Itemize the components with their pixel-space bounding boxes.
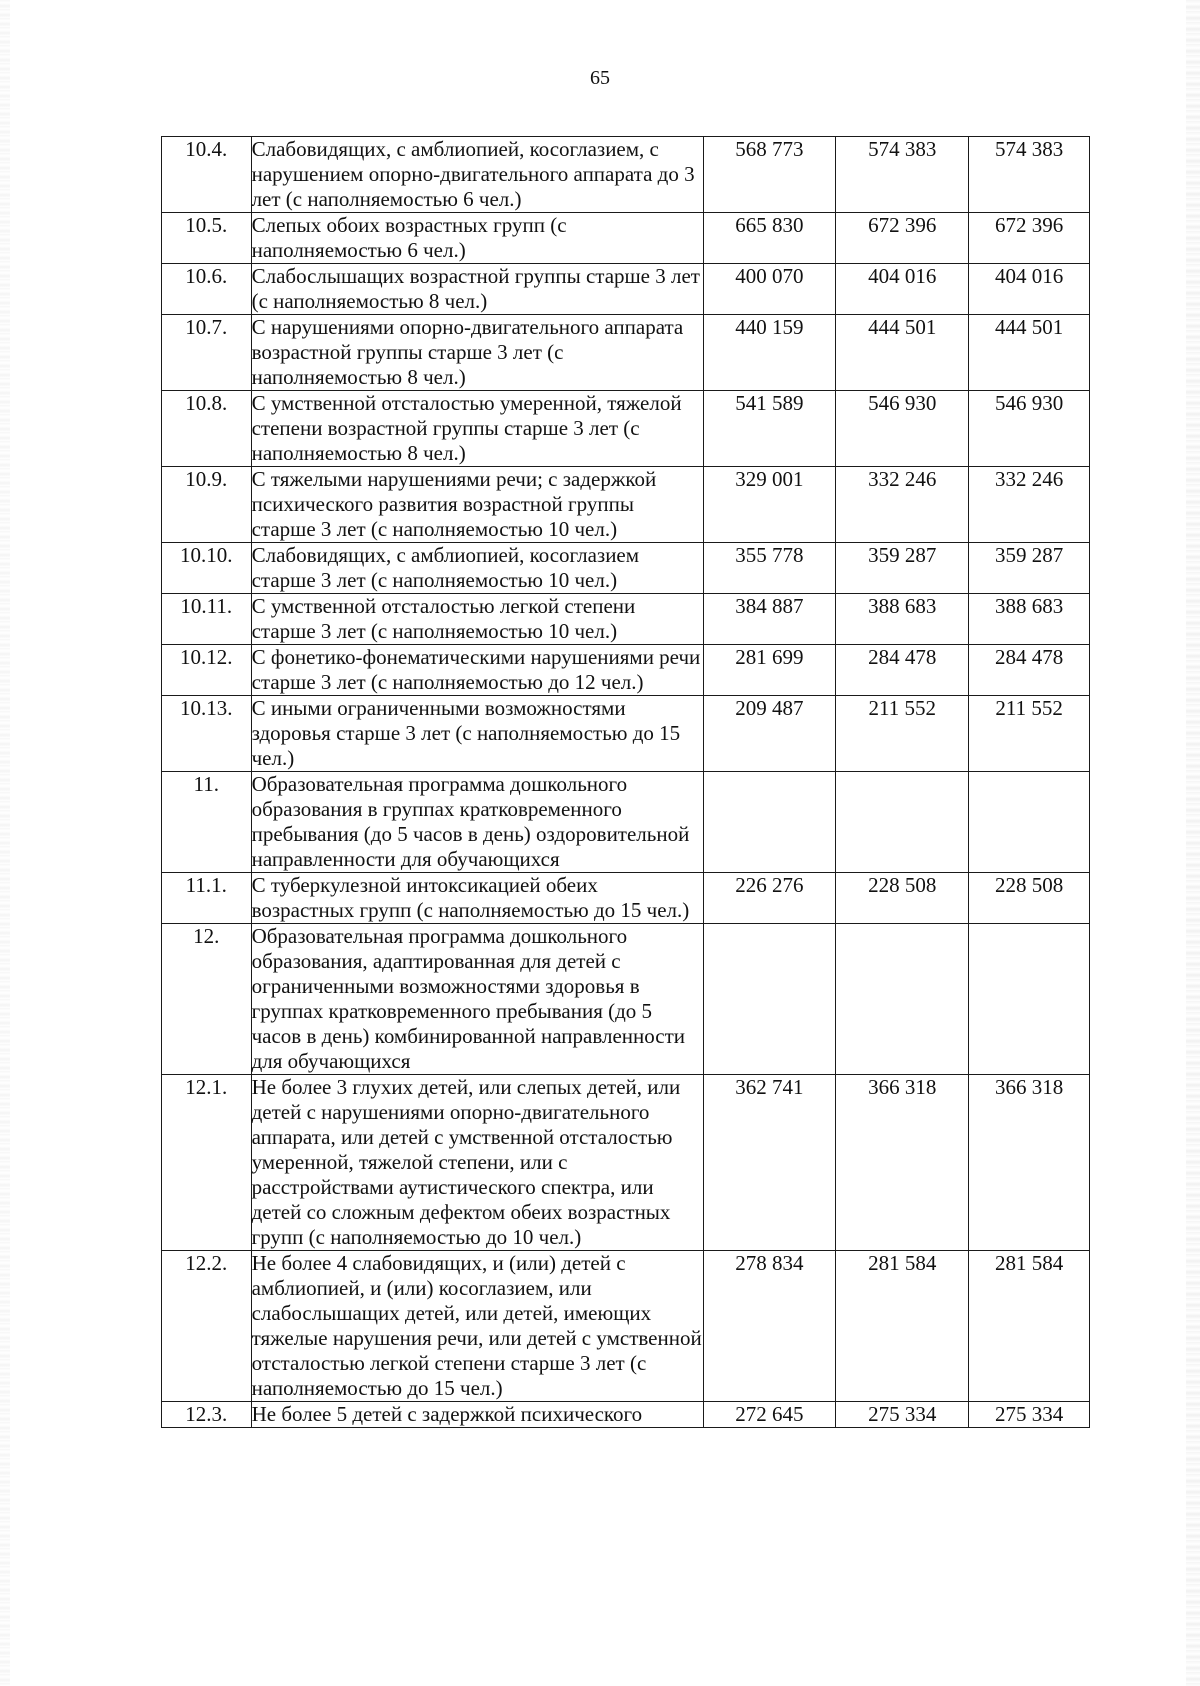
row-description: С фонетико-фонематическими нарушениями речи старше 3 лет (с наполняемостью до 12 чел.) xyxy=(251,645,703,696)
row-value-2: 444 501 xyxy=(836,315,969,391)
row-value-2: 281 584 xyxy=(836,1251,969,1402)
row-value-3: 366 318 xyxy=(969,1075,1090,1251)
row-value-1: 541 589 xyxy=(703,391,836,467)
row-description: Не более 5 детей с задержкой психического xyxy=(251,1402,703,1428)
tariff-table xyxy=(161,136,1090,1428)
row-value-3 xyxy=(969,772,1090,873)
row-value-2: 546 930 xyxy=(836,391,969,467)
table-row xyxy=(162,137,1090,213)
row-value-3: 281 584 xyxy=(969,1251,1090,1402)
row-number: 10.12. xyxy=(162,645,252,696)
row-value-1 xyxy=(703,924,836,1075)
row-value-3: 275 334 xyxy=(969,1402,1090,1428)
row-number: 10.7. xyxy=(162,315,252,391)
row-description: С умственной отсталостью умеренной, тяжелой степени возрастной группы старше 3 лет (с наполняемостью 8 чел.) xyxy=(251,391,703,467)
row-number: 10.11. xyxy=(162,594,252,645)
row-value-2: 228 508 xyxy=(836,873,969,924)
row-value-2: 404 016 xyxy=(836,264,969,315)
table-row xyxy=(162,391,1090,467)
row-value-2: 284 478 xyxy=(836,645,969,696)
row-value-2: 366 318 xyxy=(836,1075,969,1251)
table-row xyxy=(162,1251,1090,1402)
table-row xyxy=(162,467,1090,543)
row-description: Слабослышащих возрастной группы старше 3 лет (с наполняемостью 8 чел.) xyxy=(251,264,703,315)
row-value-3: 359 287 xyxy=(969,543,1090,594)
row-number: 10.6. xyxy=(162,264,252,315)
row-value-1: 665 830 xyxy=(703,213,836,264)
row-number: 11. xyxy=(162,772,252,873)
row-description: С туберкулезной интоксикацией обеих возрастных групп (с наполняемостью до 15 чел.) xyxy=(251,873,703,924)
row-value-1: 568 773 xyxy=(703,137,836,213)
row-number: 12. xyxy=(162,924,252,1075)
row-number: 11.1. xyxy=(162,873,252,924)
row-description: Слабовидящих, с амблиопией, косоглазием, с нарушением опорно-двигательного аппарата до 3 лет (с наполняемостью 6 чел.) xyxy=(251,137,703,213)
row-value-3 xyxy=(969,924,1090,1075)
row-value-3: 574 383 xyxy=(969,137,1090,213)
row-value-2: 332 246 xyxy=(836,467,969,543)
table-row xyxy=(162,213,1090,264)
row-value-1: 400 070 xyxy=(703,264,836,315)
row-number: 10.10. xyxy=(162,543,252,594)
row-value-1: 226 276 xyxy=(703,873,836,924)
row-value-2: 359 287 xyxy=(836,543,969,594)
scan-edge-left xyxy=(0,0,10,1686)
row-description: Слабовидящих, с амблиопией, косоглазием старше 3 лет (с наполняемостью 10 чел.) xyxy=(251,543,703,594)
row-value-3: 284 478 xyxy=(969,645,1090,696)
table-row xyxy=(162,1402,1090,1428)
row-description: Образовательная программа дошкольного образования в группах кратковременного пребывания (до 5 часов в день) оздоровительной направленности для обучающихся xyxy=(251,772,703,873)
table-row xyxy=(162,696,1090,772)
page-number: 65 xyxy=(590,67,610,89)
row-value-3: 332 246 xyxy=(969,467,1090,543)
row-description: Образовательная программа дошкольного образования, адаптированная для детей с ограниченными возможностями здоровья в группах кратковременного пребывания (до 5 часов в день) комбинированной направленности для обучающихся xyxy=(251,924,703,1075)
row-value-3: 388 683 xyxy=(969,594,1090,645)
table-row-section xyxy=(162,772,1090,873)
row-number: 10.8. xyxy=(162,391,252,467)
row-value-2 xyxy=(836,924,969,1075)
row-value-1: 355 778 xyxy=(703,543,836,594)
row-number: 10.5. xyxy=(162,213,252,264)
row-value-3: 444 501 xyxy=(969,315,1090,391)
row-value-1: 281 699 xyxy=(703,645,836,696)
table-row xyxy=(162,264,1090,315)
row-value-2 xyxy=(836,772,969,873)
row-description: С нарушениями опорно-двигательного аппарата возрастной группы старше 3 лет (с наполняемостью 8 чел.) xyxy=(251,315,703,391)
row-value-1: 440 159 xyxy=(703,315,836,391)
row-description: С иными ограниченными возможностями здоровья старше 3 лет (с наполняемостью до 15 чел.) xyxy=(251,696,703,772)
table-row xyxy=(162,645,1090,696)
row-number: 10.13. xyxy=(162,696,252,772)
row-number: 10.9. xyxy=(162,467,252,543)
table-row xyxy=(162,315,1090,391)
row-value-1: 329 001 xyxy=(703,467,836,543)
table-row xyxy=(162,873,1090,924)
row-value-3: 228 508 xyxy=(969,873,1090,924)
row-value-2: 275 334 xyxy=(836,1402,969,1428)
row-value-1: 362 741 xyxy=(703,1075,836,1251)
scan-edge-right xyxy=(1186,0,1200,1686)
row-value-2: 574 383 xyxy=(836,137,969,213)
row-value-2: 672 396 xyxy=(836,213,969,264)
row-description: С тяжелыми нарушениями речи; с задержкой психического развития возрастной группы старше 3 лет (с наполняемостью 10 чел.) xyxy=(251,467,703,543)
row-value-1: 278 834 xyxy=(703,1251,836,1402)
tariff-table-body xyxy=(162,137,1090,1428)
row-number: 10.4. xyxy=(162,137,252,213)
row-value-1: 272 645 xyxy=(703,1402,836,1428)
row-number: 12.3. xyxy=(162,1402,252,1428)
row-value-2: 211 552 xyxy=(836,696,969,772)
row-value-3: 211 552 xyxy=(969,696,1090,772)
table-row xyxy=(162,1075,1090,1251)
row-number: 12.1. xyxy=(162,1075,252,1251)
row-description: Не более 3 глухих детей, или слепых детей, или детей с нарушениями опорно-двигательного аппарата, или детей с умственной отсталостью умеренной, тяжелой степени, или с расстройствами аутистического спектра, или детей со сложным дефектом обеих возрастных групп (с наполняемостью до 10 чел.) xyxy=(251,1075,703,1251)
row-description: С умственной отсталостью легкой степени старше 3 лет (с наполняемостью 10 чел.) xyxy=(251,594,703,645)
table-row-section xyxy=(162,924,1090,1075)
row-value-3: 546 930 xyxy=(969,391,1090,467)
row-number: 12.2. xyxy=(162,1251,252,1402)
row-value-1 xyxy=(703,772,836,873)
row-value-2: 388 683 xyxy=(836,594,969,645)
table-row xyxy=(162,594,1090,645)
row-value-1: 384 887 xyxy=(703,594,836,645)
row-value-3: 672 396 xyxy=(969,213,1090,264)
row-value-1: 209 487 xyxy=(703,696,836,772)
row-value-3: 404 016 xyxy=(969,264,1090,315)
row-description: Слепых обоих возрастных групп (с наполняемостью 6 чел.) xyxy=(251,213,703,264)
table-row xyxy=(162,543,1090,594)
row-description: Не более 4 слабовидящих, и (или) детей с амблиопией, и (или) косоглазием, или слабослышащих детей, или детей, имеющих тяжелые нарушения речи, или детей с умственной отсталостью легкой степени старше 3 лет (с наполняемостью до 15 чел.) xyxy=(251,1251,702,1400)
